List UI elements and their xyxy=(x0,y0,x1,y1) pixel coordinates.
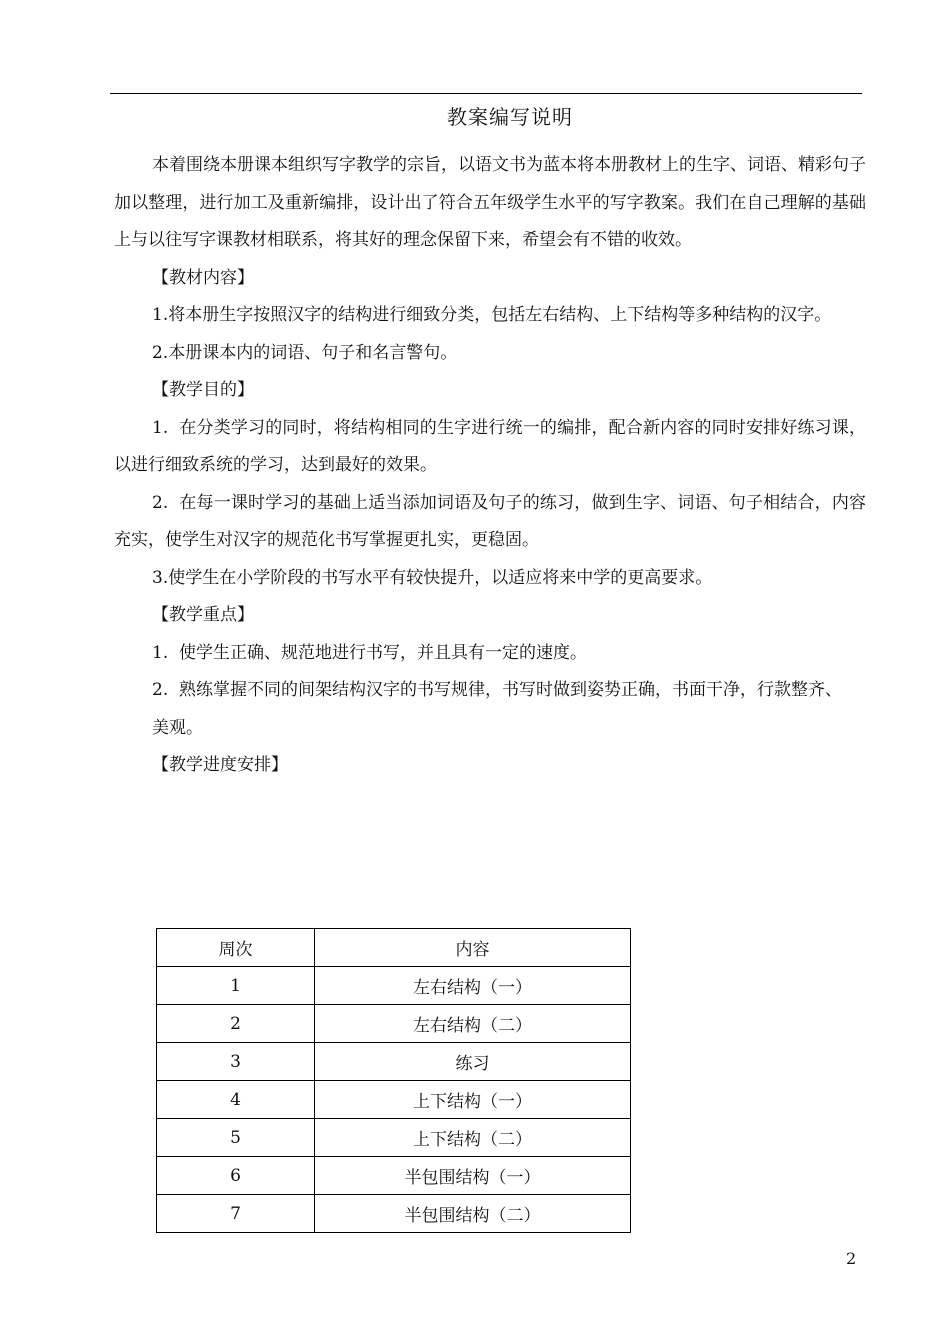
header-rule xyxy=(110,93,862,94)
table-cell-content: 上下结构（二） xyxy=(315,1119,631,1157)
table-row xyxy=(157,1081,631,1119)
schedule-table xyxy=(156,928,631,1233)
page-number: 2 xyxy=(846,1249,857,1268)
key-point-2-continued: 美观。 xyxy=(152,717,203,738)
table-cell-week: 4 xyxy=(157,1081,315,1119)
intro-paragraph: 本着围绕本册课本组织写字教学的宗旨，以语文书为蓝本将本册教材上的生字、词语、精彩句子加以整理，进行加工及重新编排，设计出了符合五年级学生水平的写字教案。我们在自己理解的基础上与以往写字课教材相联系，将其好的理念保留下来，希望会有不错的收效。 xyxy=(114,155,866,250)
section-heading-key-points: 【教学重点】 xyxy=(152,605,254,625)
table-cell-week: 5 xyxy=(157,1119,315,1157)
table-cell-week: 1 xyxy=(157,967,315,1005)
table-cell-content: 练习 xyxy=(315,1043,631,1081)
content-item-1: 1.将本册生字按照汉字的结构进行细致分类，包括左右结构、上下结构等多种结构的汉字。 xyxy=(152,305,832,325)
key-point-2: 2. 熟练掌握不同的间架结构汉字的书写规律，书写时做到姿势正确，书面干净，行款整齐、 xyxy=(152,680,843,700)
table-row xyxy=(157,1005,631,1043)
table-cell-week: 3 xyxy=(157,1043,315,1081)
table-header-content: 内容 xyxy=(315,929,631,967)
table-cell-content: 半包围结构（一） xyxy=(315,1157,631,1195)
table-cell-week: 7 xyxy=(157,1195,315,1233)
table-cell-content: 左右结构（二） xyxy=(315,1005,631,1043)
content-item-2: 2.本册课本内的词语、句子和名言警句。 xyxy=(152,342,458,363)
section-heading-schedule: 【教学进度安排】 xyxy=(152,755,288,775)
key-point-1: 1. 使学生正确、规范地进行书写，并且具有一定的速度。 xyxy=(152,642,588,663)
table-row xyxy=(157,1119,631,1157)
table-header-row xyxy=(157,929,631,967)
section-heading-goals: 【教学目的】 xyxy=(152,380,254,400)
table-row xyxy=(157,1195,631,1233)
table-row xyxy=(157,1157,631,1195)
goals-item-1: 1. 在分类学习的同时，将结构相同的生字进行统一的编排，配合新内容的同时安排好练习课，以进行细致系统的学习，达到最好的效果。 xyxy=(114,417,866,475)
goals-item-2: 2. 在每一课时学习的基础上适当添加词语及句子的练习，做到生字、词语、句子相结合，内容充实，使学生对汉字的规范化书写掌握更扎实，更稳固。 xyxy=(114,492,866,550)
table-cell-content: 半包围结构（二） xyxy=(315,1195,631,1233)
page-title: 教案编写说明 xyxy=(447,105,573,129)
goals-item-3: 3.使学生在小学阶段的书写水平有较快提升，以适应将来中学的更高要求。 xyxy=(152,567,713,588)
table-header-week: 周次 xyxy=(157,929,315,967)
table-cell-week: 2 xyxy=(157,1005,315,1043)
document-body xyxy=(114,147,866,785)
section-heading-content: 【教材内容】 xyxy=(152,267,254,288)
table-row xyxy=(157,1043,631,1081)
table-cell-content: 上下结构（一） xyxy=(315,1081,631,1119)
table-cell-content: 左右结构（一） xyxy=(315,967,631,1005)
table-cell-week: 6 xyxy=(157,1157,315,1195)
table-row xyxy=(157,967,631,1005)
